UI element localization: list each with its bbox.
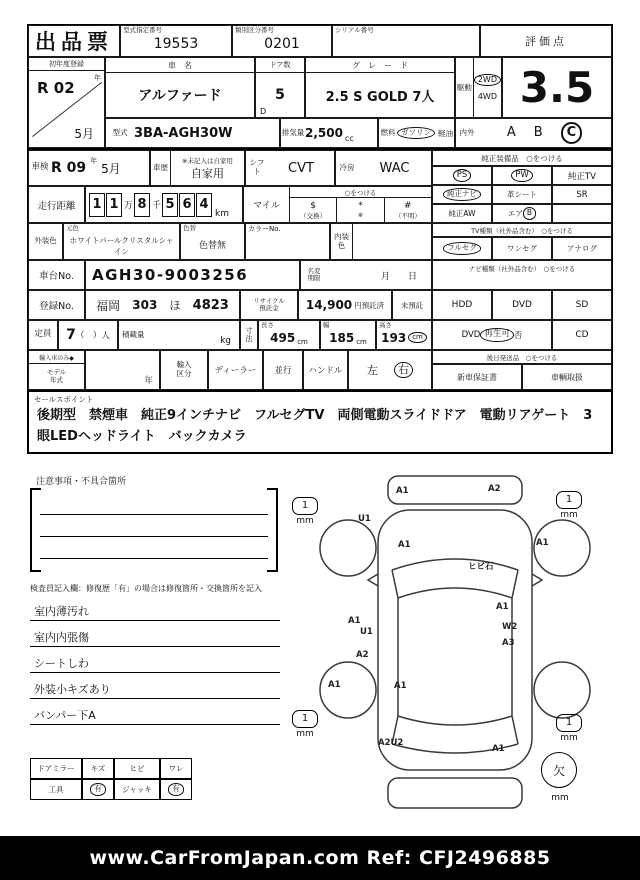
meter-option-asterisk xyxy=(337,198,384,222)
car-name-value: アルファード xyxy=(138,88,222,104)
tools-jack-label: ジャッキ xyxy=(114,779,160,800)
dims-label-2: 法 xyxy=(245,335,253,343)
capacity-value: 7 xyxy=(66,327,76,343)
mileage-km-unit: km xyxy=(215,209,230,219)
navi-type-header-cell xyxy=(432,260,612,290)
model-year-label-2: 年式 xyxy=(50,375,63,384)
history-label: 車歴 xyxy=(151,151,171,185)
class-number-label: 類別区分番号 xyxy=(235,26,274,34)
equip-pw-cell xyxy=(492,166,552,185)
grade-cell xyxy=(305,57,455,118)
cd: CD xyxy=(575,330,589,340)
handle-label: ハンドル xyxy=(308,366,343,376)
recycle-label-2: 預託金 xyxy=(259,304,279,312)
registration-kana: ほ xyxy=(169,299,181,312)
score-value: 3.5 xyxy=(519,63,595,112)
mileage-label: 走行距離 xyxy=(37,200,76,212)
notes-line xyxy=(40,558,268,559)
score-label: 評価点 xyxy=(525,35,567,48)
drive-2wd: 2WD xyxy=(474,74,501,87)
score-cell xyxy=(502,57,612,118)
import-type-label-cell xyxy=(160,350,208,390)
inout-label: 内外 xyxy=(459,127,475,137)
width-cell xyxy=(320,320,376,350)
meter-option-text: （交換） xyxy=(300,211,327,220)
jack-present-mark: 有 xyxy=(168,783,184,795)
score-label-cell xyxy=(480,25,612,57)
roof-sides xyxy=(398,598,512,716)
registration-value-cell xyxy=(85,290,240,320)
defect-item: 室内薄汚れ xyxy=(30,596,280,621)
tools-scratch: キズ xyxy=(82,758,114,779)
handle-left: 左 xyxy=(367,364,378,377)
equip-sr-cell xyxy=(552,185,612,204)
navi-sd: SD xyxy=(575,300,589,310)
defect-item: 外装小キズあり xyxy=(30,674,280,699)
shaken-era: R 09 xyxy=(51,160,87,176)
model-code-label: 型式 xyxy=(112,127,128,137)
class-number-cell xyxy=(232,25,332,57)
equip-alloy-wheels: 純正AW xyxy=(448,209,476,218)
equip-leather-cell xyxy=(492,185,552,204)
mileage-label-cell xyxy=(28,186,85,223)
exterior-color-label: 外装色 xyxy=(34,236,57,246)
import-dealer: ディーラー xyxy=(214,366,257,376)
meter-symbol: * xyxy=(358,201,363,211)
mirror-right xyxy=(532,574,542,586)
drive-cell xyxy=(455,57,502,118)
dvd-play-yes: 再生可 xyxy=(480,328,514,341)
equip-ps-cell xyxy=(432,166,492,185)
damage-label: U1 xyxy=(360,627,373,637)
mileage-digit: 8 xyxy=(134,193,150,217)
damage-label: A2 xyxy=(488,484,501,494)
handle-right: 右 xyxy=(394,362,413,379)
navi-dvd: DVD xyxy=(512,300,532,310)
import-dealer-cell xyxy=(208,350,263,390)
inspector-note: 検査員記入欄：修復歴「有」の場合は修復箇所・交換箇所を記入 xyxy=(30,584,262,593)
length-cell xyxy=(258,320,320,350)
load-cell xyxy=(118,320,240,350)
model-designation-label: 型式指定番号 xyxy=(123,26,162,34)
equip-airbag-text: エア xyxy=(507,209,523,218)
model-year-label-1: モデル xyxy=(46,368,67,377)
color-change-cell xyxy=(180,223,245,260)
dims-label-cell xyxy=(240,320,258,350)
tread-unit: mm xyxy=(296,516,314,526)
serial-number-cell xyxy=(332,25,480,57)
later-shipment-header-cell xyxy=(432,350,612,364)
drive-label: 駆動 xyxy=(456,58,474,117)
recycle-alt: 未預託 xyxy=(400,300,424,310)
equip-airbag-b: B xyxy=(523,207,536,219)
registration-area: 福岡 xyxy=(96,298,121,313)
equip-empty-cell xyxy=(552,204,612,223)
navi-sd-cell xyxy=(552,290,612,320)
shaken-month: 5月 xyxy=(101,161,121,176)
recycle-value: 14,900 xyxy=(305,298,353,312)
mirror-left xyxy=(368,574,378,586)
dims-label-1: 寸 xyxy=(245,326,253,335)
tread-value: 1 xyxy=(292,710,318,728)
meter-option-text: ※ xyxy=(357,211,364,219)
missing-part-unit-wrap xyxy=(548,792,572,803)
dvd-play-pre: DVD xyxy=(461,330,481,340)
defect-item: シートしわ xyxy=(30,648,280,673)
tv-type-header-cell xyxy=(432,223,612,237)
ac-label: 冷房 xyxy=(339,162,355,172)
first-reg-month: 5月 xyxy=(74,127,94,141)
registration-label: 登録No. xyxy=(39,301,74,312)
serial-number-label: シリアル番号 xyxy=(335,26,374,34)
tread-rear-right xyxy=(548,710,590,743)
damage-label: A2U2 xyxy=(378,738,404,748)
model-code-cell xyxy=(105,118,280,148)
meter-symbol: # xyxy=(404,200,412,211)
tread-unit: mm xyxy=(296,729,314,739)
fuel-diesel: 軽油 xyxy=(438,128,453,138)
first-reg-year-unit: 年 xyxy=(94,74,101,82)
car-name-label: 車 名 xyxy=(106,58,254,73)
mileage-digit: 6 xyxy=(179,193,195,217)
color-no-label: カラーNo. xyxy=(248,225,281,233)
wheel-rear-left xyxy=(320,662,376,718)
tv-analog-cell xyxy=(552,237,612,260)
grade-label: グ レ ー ド xyxy=(306,58,454,73)
chassis-value-cell xyxy=(85,260,300,290)
displacement-value: 2,500 xyxy=(305,126,343,140)
registration-label-cell xyxy=(28,290,85,320)
shaken-label: 車検 xyxy=(31,162,49,173)
import-parallel-cell xyxy=(263,350,303,390)
damage-label: W2 xyxy=(502,622,518,632)
mileage-digit: 1 xyxy=(89,193,105,217)
tread-unit: mm xyxy=(560,510,578,520)
defect-item: バンパー下A xyxy=(30,700,280,725)
ac-value: WAC xyxy=(379,160,410,176)
inout-a: A xyxy=(506,125,516,141)
equip-genuine-tv: 純正TV xyxy=(567,171,596,182)
history-note: ※未記入は自家用 xyxy=(182,156,233,165)
windshield xyxy=(392,559,518,598)
registration-class: 303 xyxy=(132,298,158,312)
displacement-cell xyxy=(280,118,378,148)
class-number-value: 0201 xyxy=(264,35,300,52)
interior-color-cell xyxy=(330,223,432,260)
drive-4wd: 4WD xyxy=(477,92,497,102)
wheel-front-right xyxy=(534,520,590,576)
equipment-header: 純正装備品 ○をつける xyxy=(481,153,563,163)
interior-color-label: 内装色 xyxy=(331,224,353,259)
equip-pw: PW xyxy=(511,169,533,182)
capacity-label-cell xyxy=(28,320,58,350)
capacity-value-cell xyxy=(58,320,118,350)
height-cell xyxy=(376,320,432,350)
notes-bracket-left xyxy=(30,488,41,572)
import-flag-cell xyxy=(28,350,85,390)
base-color-cell xyxy=(63,223,180,260)
warranty-book: 新車保証書 xyxy=(457,372,497,382)
navi-type-header: ナビ種類（社外品含む） ○をつける xyxy=(468,264,576,273)
damage-label: ヒビ石 xyxy=(468,562,494,572)
damage-label: A3 xyxy=(502,638,515,648)
damage-label: A1 xyxy=(394,681,407,691)
exterior-color-label-cell xyxy=(28,223,63,260)
handle-label-cell xyxy=(303,350,348,390)
length-label: 長さ xyxy=(261,321,274,329)
navi-hdd-cell xyxy=(432,290,492,320)
width-label: 幅 xyxy=(323,321,330,329)
height-label: 高さ xyxy=(379,321,392,329)
import-flag: 輸入車のみ◆ xyxy=(29,351,84,364)
dvd-play-cell xyxy=(432,320,552,350)
model-designation-cell xyxy=(120,25,232,57)
tv-oneseg: ワンセグ xyxy=(507,244,537,253)
wheel-front-left xyxy=(320,520,376,576)
recycle-alt-cell xyxy=(392,290,432,320)
recycle-label-1: リサイクル xyxy=(253,296,285,305)
color-change-label: 色替 xyxy=(183,224,196,232)
footer-text: www.CarFromJapan.com Ref: CFJ2496885 xyxy=(89,847,551,869)
cd-cell xyxy=(552,320,612,350)
tv-analog: アナログ xyxy=(567,244,597,253)
handle-side-cell xyxy=(348,350,432,390)
mileage-sen-unit: 千 xyxy=(152,201,162,211)
doors-cell xyxy=(255,57,305,118)
tools-present-mark: 有 xyxy=(90,783,106,795)
damage-label: A1 xyxy=(348,616,361,626)
doors-value: 5 xyxy=(275,87,285,103)
missing-part-unit: mm xyxy=(551,793,569,803)
color-no-cell xyxy=(245,223,330,260)
equip-ps: PS xyxy=(453,169,472,182)
registration-number: 4823 xyxy=(192,297,229,313)
equip-genuine-navi: 純正ナビ xyxy=(443,188,481,200)
import-type-label-2: 区分 xyxy=(176,369,192,378)
name-change-label xyxy=(301,268,327,283)
shaken-cell xyxy=(28,150,150,186)
meter-option-exchange xyxy=(290,198,337,222)
model-year-unit: 年 xyxy=(144,376,153,386)
tread-front-right xyxy=(548,487,590,520)
damage-label: A1 xyxy=(396,486,409,496)
inout-grade-cell xyxy=(455,118,612,148)
model-year-cell xyxy=(85,350,160,390)
equip-tv-cell xyxy=(552,166,612,185)
height-value: 193 xyxy=(381,330,407,345)
damage-label: U1 xyxy=(358,514,371,524)
length-unit: cm xyxy=(297,338,308,346)
equip-sunroof: SR xyxy=(576,189,588,200)
tools-label: 工具 xyxy=(30,779,82,800)
missing-part-text: 欠 xyxy=(552,763,565,778)
dvd-play-no: 否 xyxy=(513,331,523,341)
sales-points-label: セールスポイント xyxy=(34,395,94,404)
mileage-digit: 5 xyxy=(162,193,178,217)
chassis-value: AGH30-9003256 xyxy=(92,266,249,284)
notes-line xyxy=(40,536,268,537)
capacity-label: 定員 xyxy=(34,329,52,340)
recycle-value-cell xyxy=(298,290,392,320)
capacity-suffix: （ ）人 xyxy=(75,331,110,341)
tread-front-left xyxy=(284,493,326,526)
missing-part-circle xyxy=(541,752,577,788)
tv-oneseg-cell xyxy=(492,237,552,260)
notes-line xyxy=(40,514,268,515)
tv-type-header: TV種類（社外品含む） ○をつける xyxy=(471,226,573,235)
tools-door-mirror: ドアミラー xyxy=(30,758,82,779)
history-value: 自家用 xyxy=(191,166,224,180)
displacement-label: 排気量 xyxy=(281,127,305,137)
name-change-value: 月 日 xyxy=(380,271,417,282)
meter-circle-note: ○をつける xyxy=(290,187,431,198)
equip-leather-seat: 革シート xyxy=(507,190,537,199)
doors-sub: D xyxy=(260,107,267,116)
damage-label: A1 xyxy=(536,538,549,548)
meter-mile-option: マイル xyxy=(244,187,290,222)
tread-value: 1 xyxy=(556,491,582,509)
damage-label: A1 xyxy=(328,680,341,690)
color-change-value: 色替無 xyxy=(198,241,226,251)
meter-options-cell xyxy=(243,186,432,223)
sales-points-text: 後期型 禁煙車 純正9インチナビ フルセグTV 両側電動スライドドア 電動リアゲート 3眼LEDヘッドライト バックカメラ xyxy=(37,408,593,445)
fuel-cell xyxy=(378,118,455,148)
chassis-label-cell xyxy=(28,260,85,290)
inout-b: B xyxy=(533,125,543,141)
form-title: 出品票 xyxy=(35,30,113,54)
base-color-value: ホワイトパールクリスタルシャイン xyxy=(69,235,174,256)
mileage-digit: 1 xyxy=(106,193,122,217)
fuel-label: 燃料 xyxy=(380,127,396,137)
mileage-digit: 4 xyxy=(196,193,212,217)
shift-cell xyxy=(245,150,335,186)
damage-label: A2 xyxy=(356,650,369,660)
meter-option-text: （不明） xyxy=(394,211,421,220)
meter-symbol: $ xyxy=(310,200,317,211)
tread-value: 1 xyxy=(292,497,318,515)
history-cell xyxy=(150,150,245,186)
load-unit: kg xyxy=(220,336,231,346)
doors-label: ドア数 xyxy=(256,58,304,73)
base-color-label: 元色 xyxy=(66,224,79,232)
recycle-label-cell xyxy=(240,290,298,320)
tv-fullseg: フルセグ xyxy=(443,242,481,254)
equip-navi-cell xyxy=(432,185,492,204)
tools-present xyxy=(82,779,114,800)
warranty-cell xyxy=(432,364,522,390)
meter-option-unknown xyxy=(385,198,431,222)
shift-value: CVT xyxy=(288,160,314,176)
tread-value: 1 xyxy=(556,714,582,732)
load-label: 積載量 xyxy=(122,329,145,339)
mileage-man-unit: 万 xyxy=(124,201,134,211)
notes-bracket-right xyxy=(267,488,278,572)
first-registration-label: 初年度登録 xyxy=(29,58,104,71)
grade-value: 2.5 S GOLD 7人 xyxy=(325,89,435,105)
manual-cell xyxy=(522,364,612,390)
navi-dvd-cell xyxy=(492,290,552,320)
name-change-label-2: 期限 xyxy=(307,274,321,282)
tools-jack-present xyxy=(160,779,192,800)
first-registration-cell xyxy=(28,57,105,148)
defect-item: 室内内張傷 xyxy=(30,622,280,647)
rear-bumper xyxy=(388,778,522,808)
tread-unit: mm xyxy=(560,733,578,743)
chassis-label: 車台No. xyxy=(39,271,74,282)
inout-c: C xyxy=(561,122,583,144)
equip-airbag-cell xyxy=(492,204,552,223)
ac-cell xyxy=(335,150,432,186)
damage-label: A1 xyxy=(398,540,411,550)
fuel-gasoline: ガソリン xyxy=(397,127,435,139)
first-reg-era: R 02 xyxy=(37,79,75,97)
height-unit: cm xyxy=(408,332,427,343)
import-type-label-1: 輸入 xyxy=(176,360,192,370)
damage-label: A1 xyxy=(492,744,505,754)
width-value: 185 xyxy=(329,330,355,345)
displacement-unit: cc xyxy=(344,134,354,143)
equip-aw-cell xyxy=(432,204,492,223)
damage-label: A1 xyxy=(496,602,509,612)
form-title-cell xyxy=(28,25,120,57)
shaken-year-unit: 年 xyxy=(90,157,98,165)
name-change-cell xyxy=(300,260,432,290)
car-name-cell xyxy=(105,57,255,118)
name-change-label-1: 名変 xyxy=(307,266,321,275)
width-unit: cm xyxy=(356,338,367,346)
equipment-header-cell xyxy=(432,150,612,166)
tools-crack: ヒビ xyxy=(114,758,160,779)
mileage-cell xyxy=(85,186,243,223)
length-value: 495 xyxy=(270,330,296,345)
tools-break: ワレ xyxy=(160,758,192,779)
sales-points-frame xyxy=(27,390,613,454)
model-designation-value: 19553 xyxy=(153,35,199,52)
tools-table xyxy=(30,758,192,800)
vehicle-manual: 車輌取扱 xyxy=(551,372,583,382)
shift-label: シフト xyxy=(249,158,265,176)
navi-hdd: HDD xyxy=(451,300,473,310)
recycle-suffix: 円預託済 xyxy=(354,300,385,310)
site-footer xyxy=(0,836,640,880)
later-shipment-header: 後日発送品 ○をつける xyxy=(486,353,558,362)
tread-rear-left xyxy=(284,706,326,739)
tv-fullseg-cell xyxy=(432,237,492,260)
notes-label: 注意事項・不具合箇所 xyxy=(36,477,127,487)
model-code-value: 3BA-AGH30W xyxy=(134,125,233,141)
import-parallel: 並行 xyxy=(274,366,292,376)
